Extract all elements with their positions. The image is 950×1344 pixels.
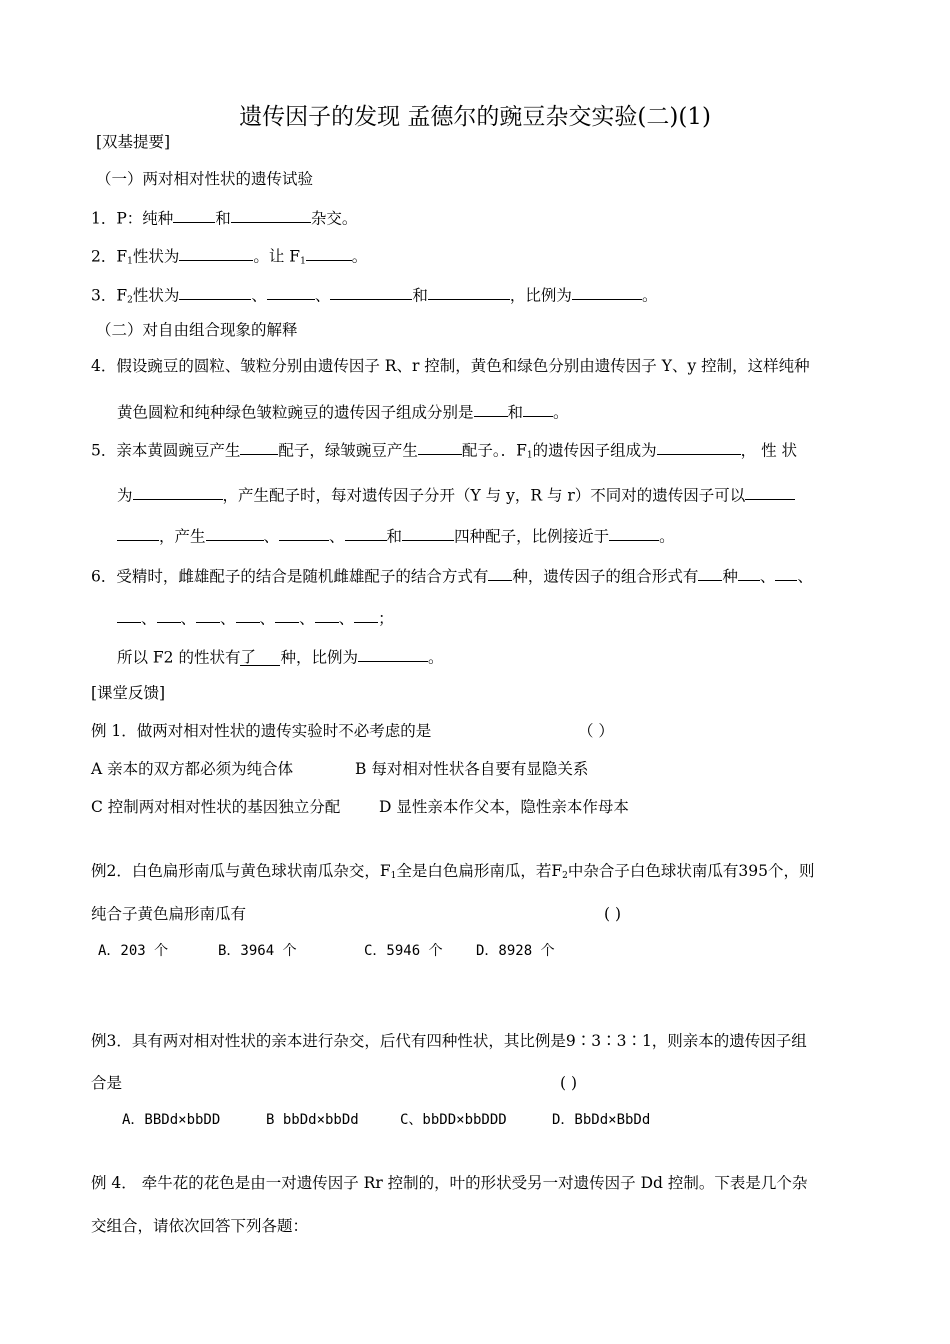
blank	[179, 244, 253, 261]
blank	[428, 283, 510, 300]
page-title: 遗传因子的发现 孟德尔的豌豆杂交实验(二)(1)	[239, 104, 711, 130]
blank	[279, 524, 329, 541]
blank	[196, 606, 220, 623]
blank	[657, 438, 741, 455]
blank	[117, 606, 141, 623]
question-6-line-1: 6．受精时，雌雄配子的结合是随机雌雄配子的结合方式有 种，遗传因子的组合形式有 种 、 、	[91, 564, 813, 586]
blank	[306, 244, 352, 261]
blank	[738, 564, 760, 581]
example-1-question: 例 1．做两对相对性状的遗传实验时不必考虑的是	[91, 722, 432, 740]
blank	[117, 524, 159, 541]
example-3-bracket: ( )	[560, 1074, 578, 1092]
question-6-line-2: 、 、 、 、 、 、 ；	[117, 606, 394, 628]
blank	[488, 564, 512, 581]
blank	[354, 606, 378, 623]
blank	[231, 206, 311, 223]
blank	[240, 438, 278, 455]
example-3-options: A．BBDd×bbDD B bbDd×bbDd C、bbDD×bbDDD D．BbDd×BbDd	[122, 1112, 651, 1128]
blank	[157, 606, 181, 623]
blank	[179, 283, 251, 300]
example-1-bracket: （ ）	[578, 722, 614, 740]
question-5-line-1: 5．亲本黄圆豌豆产生 配子，绿皱豌豆产生 配子。．$F_1$的遗传因子组成为 ， 性 状	[91, 438, 797, 461]
blank	[315, 606, 339, 623]
blank	[330, 283, 412, 300]
blank	[173, 206, 215, 223]
blank	[133, 483, 223, 500]
example-1-option-d: D 显性亲本作父本，隐性亲本作母本	[379, 798, 629, 816]
blank	[572, 283, 642, 300]
blank	[345, 524, 387, 541]
question-4-line-1: 4．假设豌豆的圆粒、皱粒分别由遗传因子 R、r 控制，黄色和绿色分别由遗传因子 Y、y 控制，这样纯种	[91, 357, 810, 375]
blank	[275, 606, 299, 623]
example-1-option-b: B 每对相对性状各自要有显隐关系	[355, 760, 589, 778]
example-1-option-c: C 控制两对相对性状的基因独立分配	[91, 798, 341, 816]
blank	[267, 283, 315, 300]
example-2-line-2: 纯合子黄色扁形南瓜有	[91, 905, 247, 923]
basics-header: [双基提要]	[96, 133, 171, 151]
question-1: 1．P：纯种 和 杂交。	[91, 206, 357, 228]
section-2-heading: （二）对自由组合现象的解释	[96, 321, 298, 339]
blank	[523, 400, 553, 417]
question-2: 2．$F_1$性状为 。让 $F_1$ 。	[91, 244, 367, 267]
question-5-line-3: ，产生 、 、 和 四种配子，比例接近于 。	[117, 524, 675, 546]
section-1-heading: （一）两对相对性状的遗传试验	[96, 170, 314, 188]
blank: 了	[240, 648, 280, 665]
question-4-line-2: 黄色圆粒和纯种绿色皱粒豌豆的遗传因子组成分别是 和 。	[117, 400, 569, 422]
blank	[358, 645, 428, 662]
blank	[236, 606, 260, 623]
blank	[418, 438, 462, 455]
example-2-line-1: 例2．白色扁形南瓜与黄色球状南瓜杂交，$F_1$全是白色扁形南瓜，若$F_2$中杂合子白色球状南瓜有395个，则	[91, 862, 815, 881]
blank	[206, 524, 264, 541]
blank	[609, 524, 659, 541]
blank	[698, 564, 722, 581]
blank	[474, 400, 508, 417]
example-4-line-2: 交组合，请依次回答下列各题：	[91, 1217, 309, 1235]
example-2-bracket: ( )	[604, 905, 622, 923]
feedback-header: [课堂反馈]	[91, 684, 166, 702]
example-3-line-1: 例3．具有两对相对性状的亲本进行杂交，后代有四种性状，其比例是9∶3∶3∶1，则亲本的遗传因子组	[91, 1032, 807, 1050]
example-3-line-2: 合是	[91, 1074, 123, 1092]
example-4-line-1: 例 4． 牵牛花的花色是由一对遗传因子 Rr 控制的，叶的形状受另一对遗传因子 Dd 控制。下表是几个杂	[91, 1174, 808, 1192]
blank	[745, 483, 795, 500]
question-3: 3．$F_2$性状为 、 、 和 ，比例为 。	[91, 283, 657, 306]
blank	[402, 524, 454, 541]
example-2-options: A．203 个 B．3964 个 C．5946 个 D．8928 个	[98, 943, 555, 959]
example-1-option-a: A 亲本的双方都必须为纯合体	[91, 760, 294, 778]
question-5-line-2: 为 ，产生配子时，每对遗传因子分开（Y 与 y，R 与 r）不同对的遗传因子可以	[117, 483, 795, 505]
question-6-line-3: 所以 F2 的性状有了 种，比例为 。	[117, 645, 444, 667]
blank	[775, 564, 797, 581]
